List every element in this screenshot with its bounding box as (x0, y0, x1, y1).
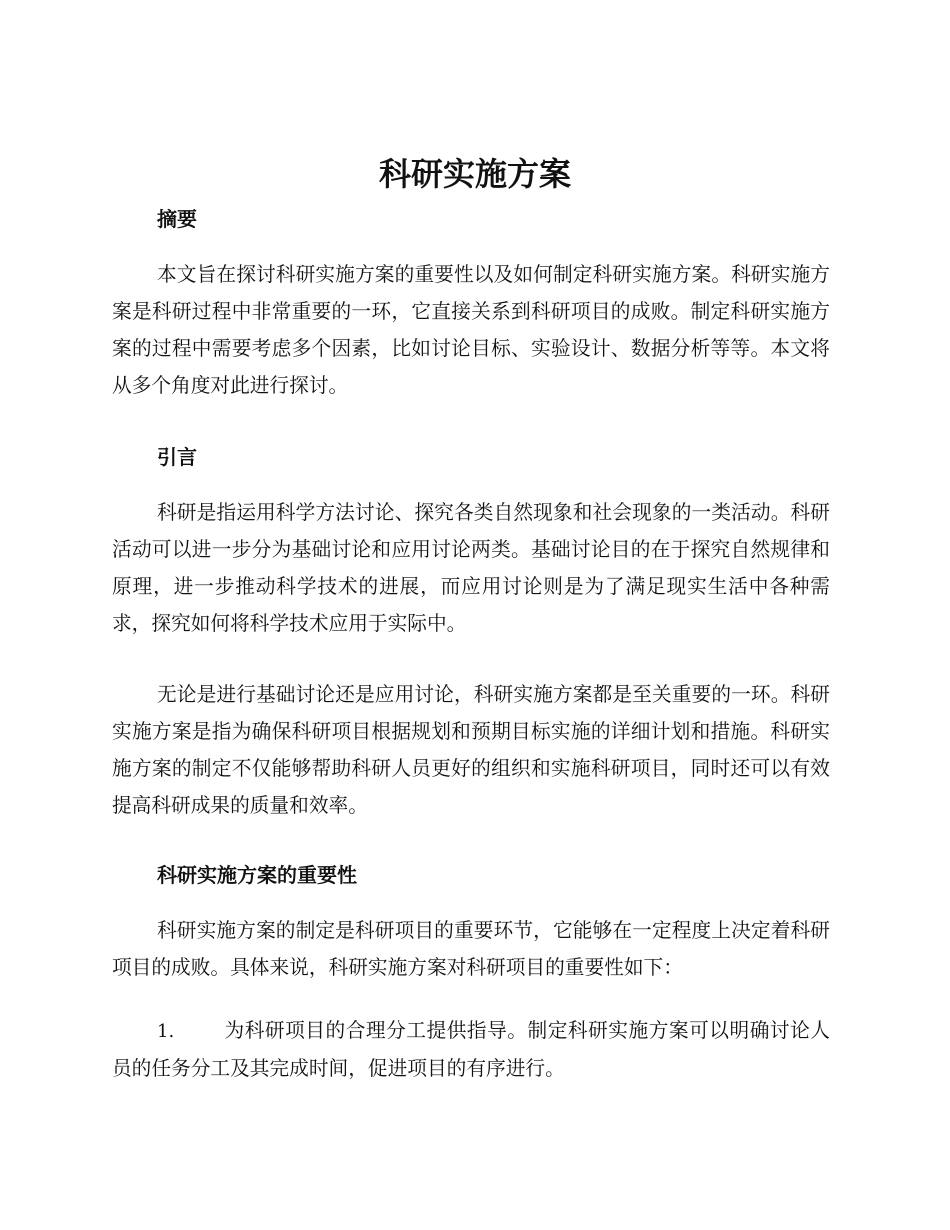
abstract-paragraph: 本文旨在探讨科研实施方案的重要性以及如何制定科研实施方案。科研实施方案是科研过程中非常重要的一环，它直接关系到科研项目的成败。制定科研实施方案的过程中需要考虑多个因素，比如讨论目标、实验设计、数据分析等等。本文将从多个角度对此进行探讨。 (112, 263, 830, 397)
section-heading-importance: 科研实施方案的重要性 (157, 863, 357, 887)
list-item (112, 1012, 830, 1087)
document-title: 科研实施方案 (378, 155, 571, 193)
section-heading-abstract: 摘要 (157, 207, 197, 231)
introduction-paragraph-2: 无论是进行基础讨论还是应用讨论，科研实施方案都是至关重要的一环。科研实施方案是指为确保科研项目根据规划和预期目标实施的详细计划和措施。科研实施方案的制定不仅能够帮助科研人员更好的组织和实施科研项目，同时还可以有效提高科研成果的质量和效率。 (112, 683, 830, 817)
importance-paragraph: 科研实施方案的制定是科研项目的重要环节，它能够在一定程度上决定着科研项目的成败。具体来说，科研实施方案对科研项目的重要性如下： (112, 919, 830, 979)
introduction-paragraph-1: 科研是指运用科学方法讨论、探究各类自然现象和社会现象的一类活动。科研活动可以进一步分为基础讨论和应用讨论两类。基础讨论目的在于探究自然规律和原理，进一步推动科学技术的进展，而应用讨论则是为了满足现实生活中各种需求，探究如何将科学技术应用于实际中。 (112, 501, 830, 635)
section-heading-introduction: 引言 (157, 445, 197, 469)
list-item-number: 1. (157, 1021, 175, 1042)
list-item-text: 为科研项目的合理分工提供指导。制定科研实施方案可以明确讨论人员的任务分工及其完成时间，促进项目的有序进行。 (112, 1019, 830, 1080)
